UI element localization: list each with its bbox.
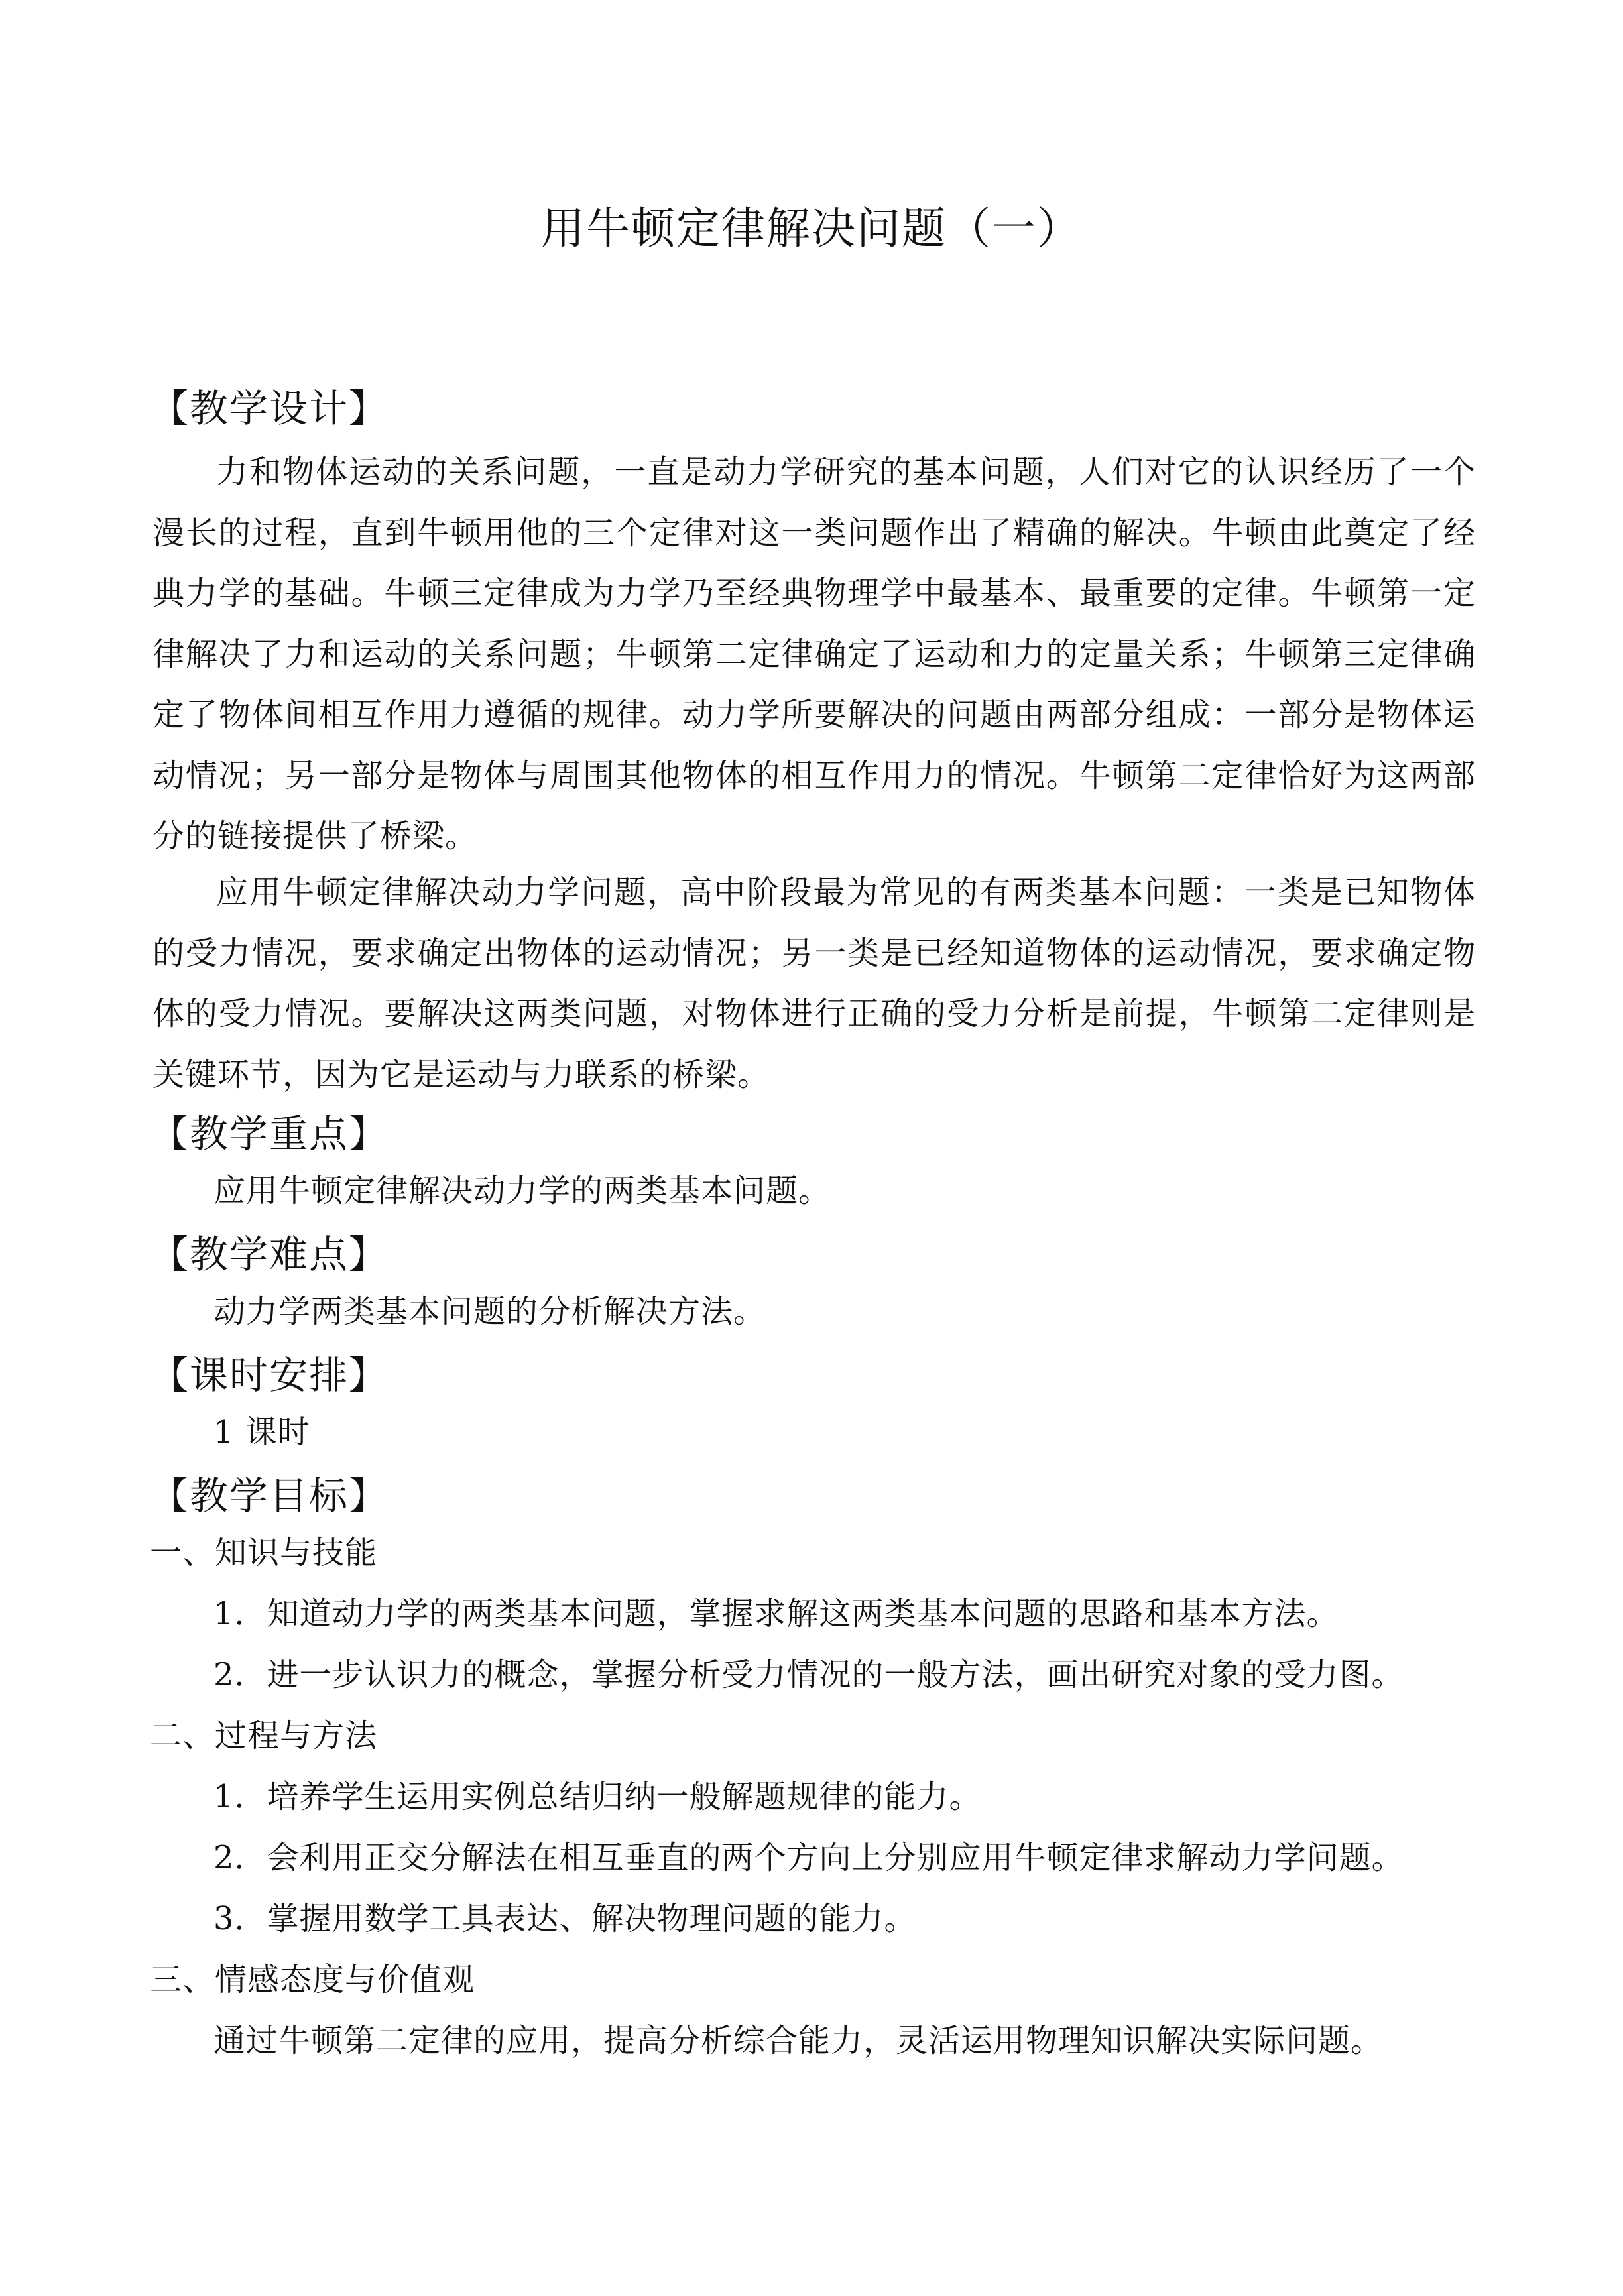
objective-item: 1．培养学生运用实例总结归纳一般解题规律的能力。 bbox=[213, 1778, 982, 1815]
section-heading-schedule: 【课时安排】 bbox=[150, 1353, 389, 1398]
design-paragraph-1: 力和物体运动的关系问题，一直是动力学研究的基本问题，人们对它的认识经历了一个漫长的过程，直到牛顿用他的三个定律对这一类问题作出了精确的解决。牛顿由此奠定了经典力学的基础。牛顿三定律成为力学乃至经典物理学中最基本、最重要的定律。牛顿第一定律解决了力和运动的关系问题；牛顿第二定律确定了运动和力的定量关系；牛顿第三定律确定了物体间相互作用力遵循的规律。动力学所要解决的问题由两部分组成：一部分是物体运动情况；另一部分是物体与周围其他物体的相互作用力的情况。牛顿第二定律恰好为这两部分的链接提供了桥梁。 bbox=[152, 453, 1476, 855]
objective-item: 通过牛顿第二定律的应用，提高分析综合能力，灵活运用物理知识解决实际问题。 bbox=[213, 2022, 1384, 2059]
objective-item: 2．会利用正交分解法在相互垂直的两个方向上分别应用牛顿定律求解动力学问题。 bbox=[213, 1839, 1404, 1876]
objective-group-title: 一、知识与技能 bbox=[150, 1534, 378, 1571]
objective-item: 3．掌握用数学工具表达、解决物理问题的能力。 bbox=[213, 1900, 917, 1937]
objective-item: 2．进一步认识力的概念，掌握分析受力情况的一般方法，画出研究对象的受力图。 bbox=[213, 1656, 1404, 1693]
section-heading-design: 【教学设计】 bbox=[150, 386, 389, 431]
key-points-text: 应用牛顿定律解决动力学的两类基本问题。 bbox=[213, 1172, 831, 1209]
objective-group-title: 二、过程与方法 bbox=[150, 1717, 378, 1754]
section-heading-key-points: 【教学重点】 bbox=[150, 1111, 389, 1156]
section-heading-difficulties: 【教学难点】 bbox=[150, 1232, 389, 1277]
design-paragraph-2: 应用牛顿定律解决动力学问题，高中阶段最为常见的有两类基本问题：一类是已知物体的受力情况，要求确定出物体的运动情况；另一类是已经知道物体的运动情况，要求确定物体的受力情况。要解决这两类问题，对物体进行正确的受力分析是前提，牛顿第二定律则是关键环节，因为它是运动与力联系的桥梁。 bbox=[152, 874, 1476, 1093]
difficulties-text: 动力学两类基本问题的分析解决方法。 bbox=[213, 1293, 766, 1330]
document-title: 用牛顿定律解决问题（一） bbox=[541, 203, 1082, 254]
objective-group-title: 三、情感态度与价值观 bbox=[150, 1961, 475, 1998]
section-heading-objectives: 【教学目标】 bbox=[150, 1473, 389, 1518]
schedule-text: 1 课时 bbox=[213, 1414, 310, 1451]
objective-item: 1．知道动力学的两类基本问题，掌握求解这两类基本问题的思路和基本方法。 bbox=[213, 1595, 1339, 1632]
